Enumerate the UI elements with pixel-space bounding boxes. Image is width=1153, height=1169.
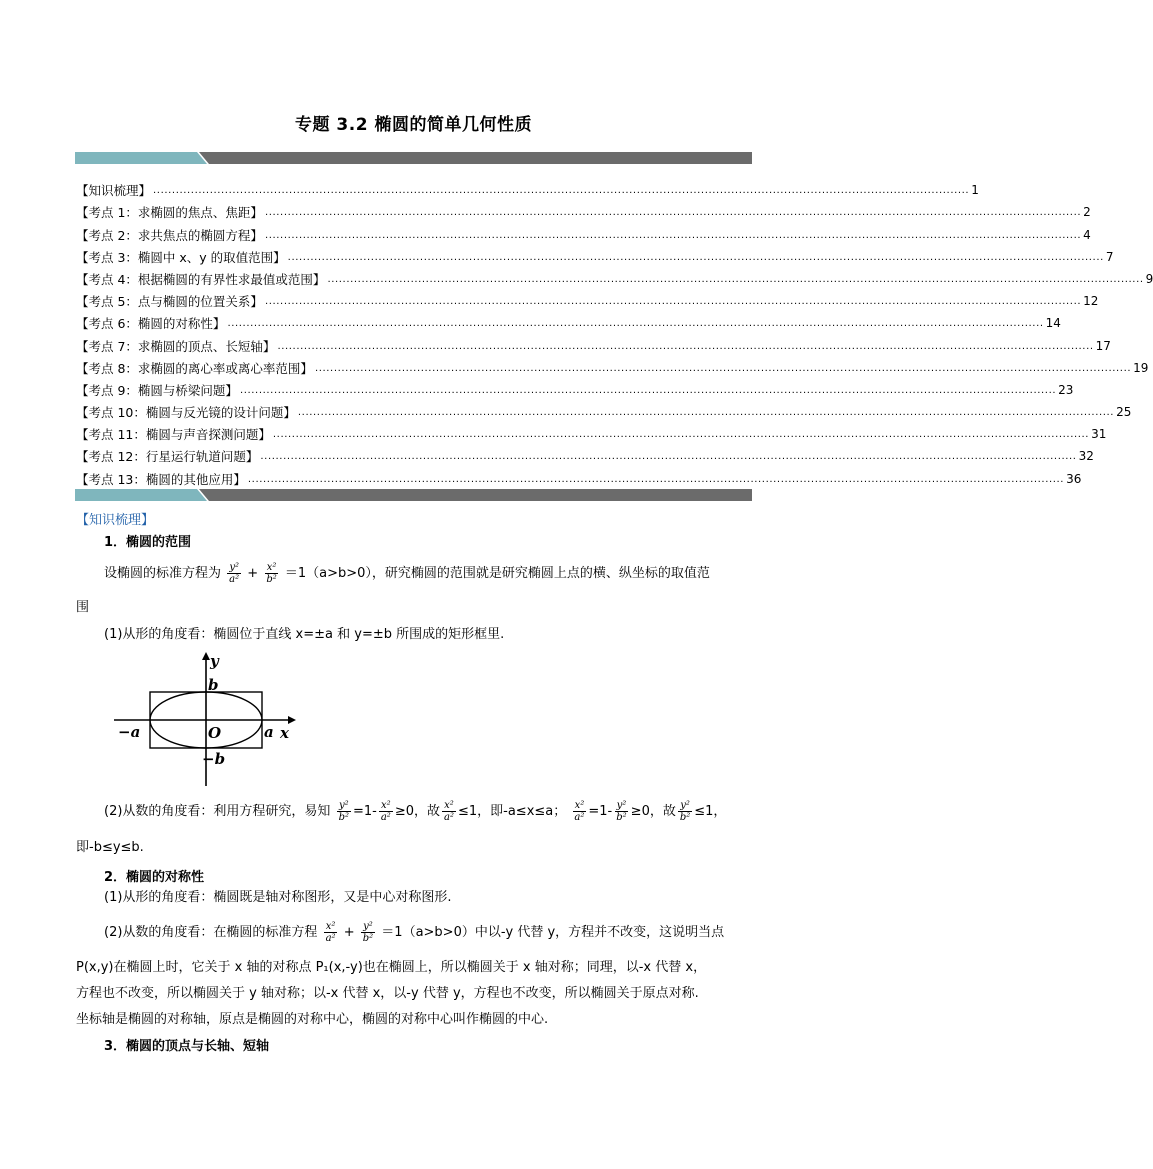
frac-den: a² bbox=[229, 574, 240, 585]
b-label: b bbox=[208, 676, 219, 694]
toc-entry-page: 36 bbox=[1066, 471, 1082, 486]
divider-bar-bottom bbox=[75, 489, 752, 501]
frac-num: x² bbox=[325, 921, 336, 932]
toc-entry-page: 1 bbox=[971, 183, 979, 198]
paragraph-range-intro bbox=[104, 562, 710, 585]
frac-den: b² bbox=[266, 574, 277, 585]
fraction bbox=[678, 800, 692, 823]
frac-num: x² bbox=[444, 800, 454, 811]
toc-leader-dots: ........................................................................................................................................................................................................................ bbox=[227, 318, 1044, 330]
table-of-contents bbox=[76, 176, 1153, 487]
toc-leader-dots: ........................................................................................................................................................................................................................ bbox=[327, 273, 1144, 285]
toc-entry-label: 【考点 2：求共焦点的椭圆方程】 bbox=[76, 227, 263, 243]
toc-leader-dots: ........................................................................................................................................................................................................................ bbox=[314, 362, 1132, 374]
fraction bbox=[442, 800, 456, 823]
toc-leader-dots: ........................................................................................................................................................................................................................ bbox=[287, 251, 1104, 263]
y-label: y bbox=[210, 652, 219, 670]
toc-entry-page: 19 bbox=[1133, 360, 1149, 375]
x-label: x bbox=[280, 724, 289, 742]
toc-entry-label: 【考点 13：椭圆的其他应用】 bbox=[76, 471, 246, 487]
heading-ellipse-symmetry: 2．椭圆的对称性 bbox=[104, 870, 205, 885]
fraction bbox=[227, 562, 241, 585]
divider-bar-top bbox=[75, 152, 752, 164]
frac-num: x² bbox=[266, 562, 277, 573]
paragraph-symmetry-line2: P(x,y)在椭圆上时，它关于 x 轴的对称点 P₁(x,-y)也在椭圆上，所以椭圆关于 x 轴对称；同理，以-x 代替 x， bbox=[76, 960, 707, 975]
paragraph-shape-view: (1)从形的角度看：椭圆位于直线 x=±a 和 y=±b 所围成的矩形框里. bbox=[104, 627, 505, 642]
toc-entry[interactable] bbox=[76, 243, 1114, 265]
text: =1- bbox=[352, 804, 377, 819]
toc-entry-label: 【考点 12：行星运行轨道问题】 bbox=[76, 449, 259, 465]
toc-entry-label: 【考点 6：椭圆的对称性】 bbox=[76, 316, 226, 332]
frac-den: b² bbox=[616, 812, 627, 823]
frac-den: b² bbox=[362, 933, 374, 944]
paragraph-number-view-cont: 即-b≤y≤b. bbox=[76, 840, 144, 855]
section-tag: 【知识梳理】 bbox=[76, 513, 155, 528]
paragraph-symmetry-line4: 坐标轴是椭圆的对称轴，原点是椭圆的对称中心，椭圆的对称中心叫作椭圆的中心. bbox=[76, 1012, 549, 1027]
toc-entry[interactable] bbox=[76, 420, 1107, 443]
toc-entry[interactable] bbox=[76, 331, 1111, 354]
paragraph-symmetry-number bbox=[104, 921, 724, 944]
toc-entry-label: 【考点 11：椭圆与声音探测问题】 bbox=[76, 427, 271, 443]
fraction bbox=[324, 921, 338, 944]
ellipse-figure bbox=[110, 652, 310, 796]
frac-den: b² bbox=[679, 812, 691, 823]
frac-den: a² bbox=[325, 933, 336, 944]
text: ≤1， bbox=[694, 804, 727, 819]
toc-entry-label: 【考点 5：点与椭圆的位置关系】 bbox=[76, 294, 263, 310]
text: ＝1（a>b>0），研究椭圆的范围就是研究椭圆上点的横、纵坐标的取值范 bbox=[284, 566, 710, 581]
text: 设椭圆的标准方程为 bbox=[104, 566, 222, 581]
paragraph-symmetry-shape: (1)从形的角度看：椭圆既是轴对称图形，又是中心对称图形. bbox=[104, 890, 452, 905]
page-title: 专题 3.2 椭圆的简单几何性质 bbox=[295, 115, 532, 135]
heading-ellipse-range: 1．椭圆的范围 bbox=[104, 535, 192, 550]
toc-entry[interactable] bbox=[76, 265, 1153, 287]
text: (2)从数的角度看：在椭圆的标准方程 bbox=[104, 925, 318, 940]
toc-entry[interactable] bbox=[76, 398, 1132, 421]
toc-entry-page: 7 bbox=[1105, 249, 1114, 264]
heading-ellipse-vertices: 3．椭圆的顶点与长轴、短轴 bbox=[104, 1039, 270, 1054]
frac-num: y² bbox=[363, 921, 373, 932]
toc-leader-dots: ........................................................................................................................................................................................................................ bbox=[260, 451, 1077, 463]
divider-bar-graphic bbox=[75, 152, 752, 164]
toc-entry-label: 【考点 3：椭圆中 x、y 的取值范围】 bbox=[76, 249, 286, 265]
origin-label: O bbox=[208, 724, 222, 742]
fraction bbox=[361, 921, 375, 944]
toc-entry-page: 4 bbox=[1083, 227, 1091, 242]
toc-entry-page: 14 bbox=[1045, 316, 1061, 331]
toc-entry[interactable] bbox=[76, 354, 1149, 376]
divider-bar-graphic bbox=[75, 489, 752, 501]
plus: + bbox=[343, 925, 355, 940]
toc-entry-page: 9 bbox=[1145, 271, 1153, 286]
frac-num: y² bbox=[616, 800, 627, 811]
toc-entry-page: 2 bbox=[1083, 205, 1091, 220]
toc-entry-label: 【考点 7：求椭圆的顶点、长短轴】 bbox=[76, 338, 276, 354]
text: ≥0，故 bbox=[394, 804, 440, 819]
toc-leader-dots: ........................................................................................................................................................................................................................ bbox=[272, 429, 1090, 441]
toc-entry[interactable] bbox=[76, 287, 1099, 310]
neg-b-label: −b bbox=[202, 750, 226, 768]
neg-a-label: −a bbox=[118, 723, 141, 741]
toc-entry-page: 23 bbox=[1058, 382, 1074, 397]
frac-den: a² bbox=[574, 812, 585, 823]
text: =1- bbox=[588, 804, 613, 819]
frac-num: y² bbox=[338, 800, 349, 811]
toc-entry-page: 31 bbox=[1091, 427, 1107, 442]
toc-entry[interactable] bbox=[76, 220, 1091, 243]
toc-leader-dots: ........................................................................................................................................................................................................................ bbox=[264, 207, 1082, 219]
fraction bbox=[379, 800, 393, 823]
toc-entry-label: 【考点 4：根据椭圆的有界性求最值或范围】 bbox=[76, 271, 326, 287]
toc-entry-label: 【考点 8：求椭圆的离心率或离心率范围】 bbox=[76, 360, 313, 376]
fraction bbox=[614, 800, 628, 823]
frac-num: x² bbox=[574, 800, 585, 811]
toc-entry-label: 【考点 9：椭圆与桥梁问题】 bbox=[76, 382, 238, 398]
frac-num: x² bbox=[381, 800, 391, 811]
toc-entry-page: 17 bbox=[1095, 338, 1111, 353]
paragraph-range-cont: 围 bbox=[76, 600, 90, 615]
toc-entry[interactable] bbox=[76, 198, 1091, 221]
toc-entry-page: 25 bbox=[1116, 405, 1132, 420]
text: ≤1，即-a≤x≤a； bbox=[457, 804, 567, 819]
frac-den: a² bbox=[380, 812, 391, 823]
frac-den: a² bbox=[444, 812, 454, 823]
ellipse-diagram bbox=[110, 652, 310, 792]
frac-den: b² bbox=[338, 812, 349, 823]
toc-leader-dots: ........................................................................................................................................................................................................................ bbox=[247, 473, 1065, 485]
toc-entry[interactable] bbox=[76, 464, 1082, 487]
text: ＝1（a>b>0）中以-y 代替 y，方程并不改变，这说明当点 bbox=[381, 925, 725, 940]
paragraph-number-view bbox=[104, 800, 726, 823]
toc-entry-label: 【考点 1：求椭圆的焦点、焦距】 bbox=[76, 205, 263, 221]
toc-entry[interactable] bbox=[76, 309, 1061, 332]
toc-entry-label: 【知识梳理】 bbox=[76, 183, 152, 199]
a-label: a bbox=[264, 723, 274, 741]
toc-entry[interactable] bbox=[76, 176, 979, 199]
toc-entry-page: 32 bbox=[1078, 449, 1094, 464]
plus: + bbox=[247, 566, 259, 581]
paragraph-symmetry-line3: 方程也不改变，所以椭圆关于 y 轴对称；以-x 代替 x，以-y 代替 y，方程也不改变，所以椭圆关于原点对称. bbox=[76, 986, 699, 1001]
toc-entry[interactable] bbox=[76, 376, 1074, 398]
frac-num: y² bbox=[229, 562, 239, 573]
y-axis-arrow bbox=[202, 652, 210, 660]
toc-leader-dots: ........................................................................................................................................................................................................................ bbox=[264, 229, 1082, 241]
x-axis-arrow bbox=[288, 716, 296, 724]
frac-num: y² bbox=[680, 800, 690, 811]
fraction bbox=[572, 800, 586, 823]
toc-entry-label: 【考点 10：椭圆与反光镜的设计问题】 bbox=[76, 405, 296, 421]
toc-leader-dots: ........................................................................................................................................................................................................................ bbox=[264, 296, 1082, 308]
toc-entry[interactable] bbox=[76, 442, 1094, 465]
toc-entry-page: 12 bbox=[1083, 294, 1099, 309]
toc-leader-dots: ........................................................................................................................................................................................................................ bbox=[277, 340, 1094, 352]
text: ≥0，故 bbox=[630, 804, 676, 819]
text: (2)从数的角度看：利用方程研究，易知 bbox=[104, 804, 331, 819]
toc-leader-dots: ........................................................................................................................................................................................................................ bbox=[239, 384, 1057, 396]
fraction bbox=[337, 800, 351, 823]
toc-leader-dots: ........................................................................................................................................................................................................................ bbox=[153, 185, 970, 197]
fraction bbox=[264, 562, 278, 585]
toc-leader-dots: ........................................................................................................................................................................................................................ bbox=[297, 407, 1115, 419]
